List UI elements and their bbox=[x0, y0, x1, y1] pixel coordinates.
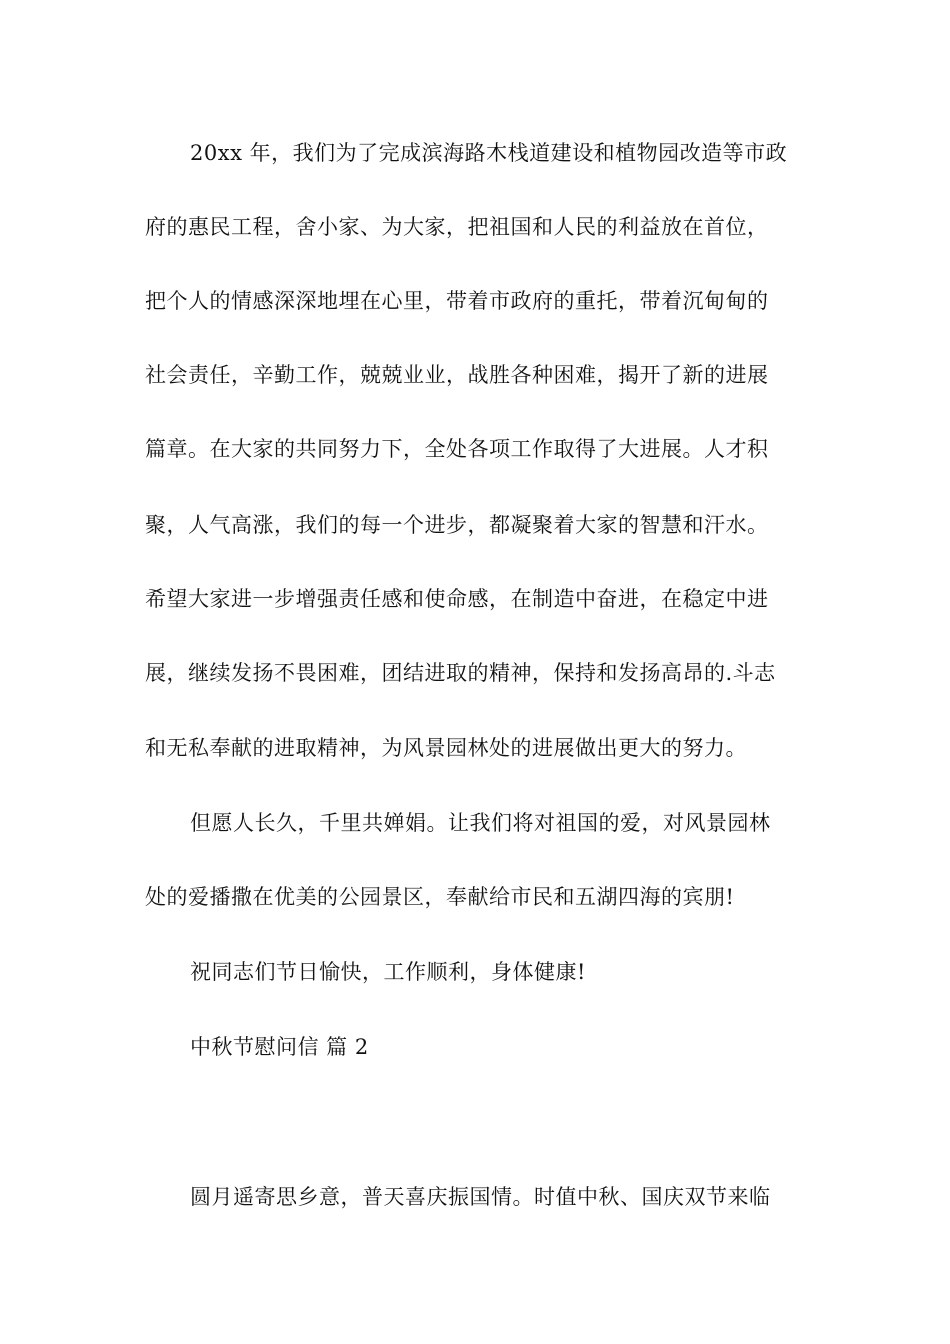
paragraph-line: 社会责任，辛勤工作，兢兢业业，战胜各种困难，揭开了新的进展 bbox=[145, 363, 769, 387]
paragraph-line: 处的爱播撒在优美的公园景区，奉献给市民和五湖四海的宾朋! bbox=[145, 885, 735, 909]
paragraph-line: 把个人的情感深深地埋在心里，带着市政府的重托，带着沉甸甸的 bbox=[145, 289, 769, 313]
paragraph-line: 展，继续发扬不畏困难，团结进取的精神，保持和发扬高昂的.斗志 bbox=[145, 661, 776, 685]
paragraph-line: 圆月遥寄思乡意，普天喜庆振国情。时值中秋、国庆双节来临 bbox=[190, 1185, 771, 1209]
paragraph-line: 聚，人气高涨，我们的每一个进步，都凝聚着大家的智慧和汗水。 bbox=[145, 513, 769, 537]
greeting-line: 祝同志们节日愉快，工作顺利，身体健康! bbox=[190, 960, 586, 984]
paragraph-line: 希望大家进一步增强责任感和使命感，在制造中奋进，在稳定中进 bbox=[145, 587, 769, 611]
paragraph-line: 但愿人长久，千里共婵娟。让我们将对祖国的爱，对风景园林 bbox=[190, 811, 771, 835]
paragraph-line: 和无私奉献的进取精神，为风景园林处的进展做出更大的努力。 bbox=[145, 736, 747, 760]
section-heading: 中秋节慰问信 篇 2 bbox=[190, 1035, 369, 1059]
paragraph-line: 篇章。在大家的共同努力下，全处各项工作取得了大进展。人才积 bbox=[145, 437, 769, 461]
paragraph-line: 府的惠民工程，舍小家、为大家，把祖国和人民的利益放在首位， bbox=[145, 215, 769, 239]
paragraph-line: 20xx 年，我们为了完成滨海路木栈道建设和植物园改造等市政 bbox=[190, 141, 788, 165]
